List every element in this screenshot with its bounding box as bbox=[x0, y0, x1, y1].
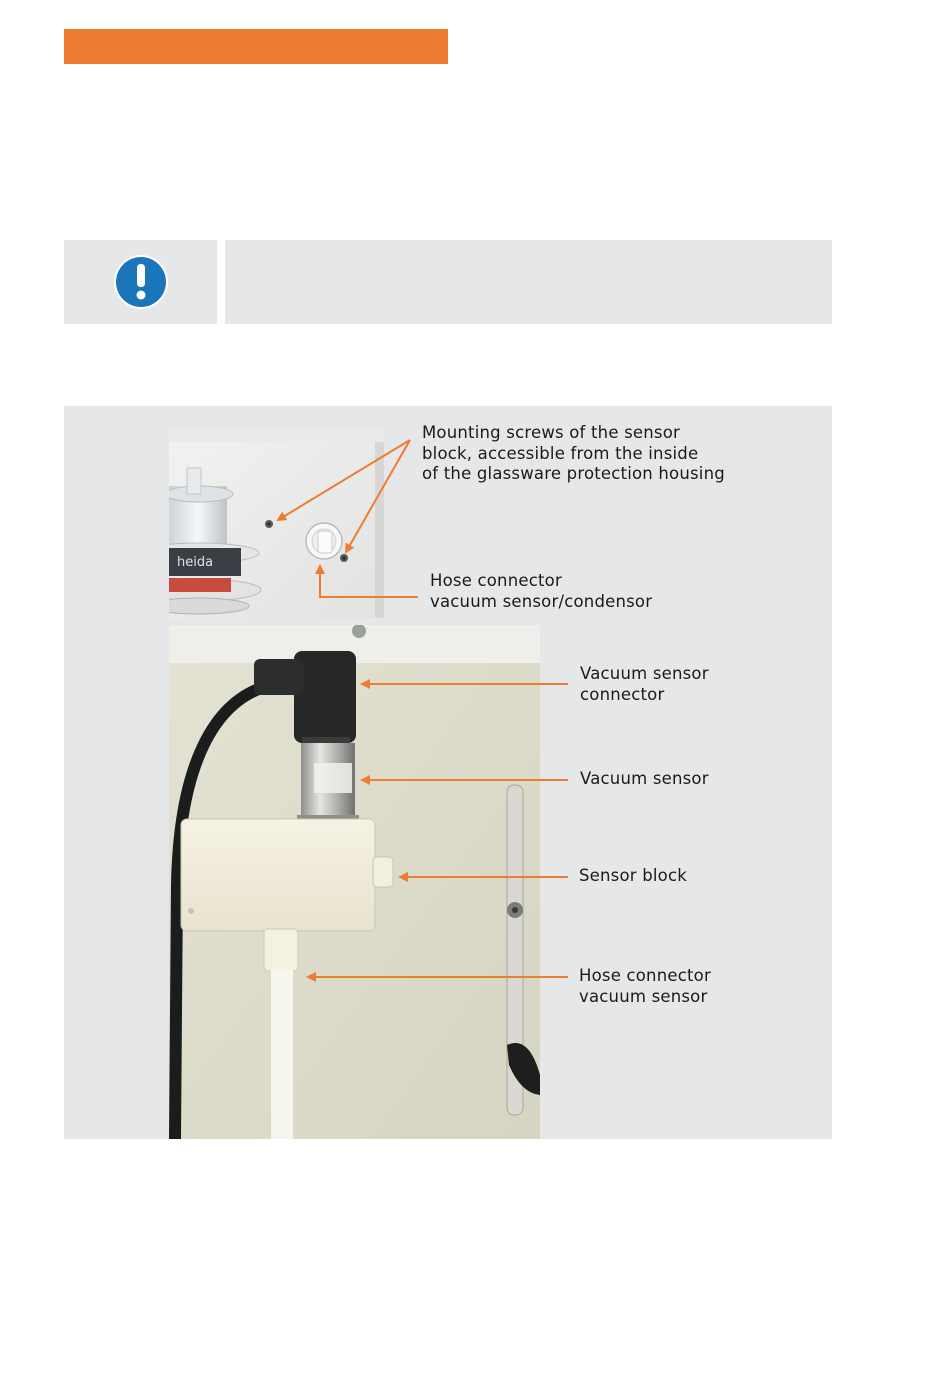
callout-mounting-screws: Mounting screws of the sensor block, accessible from the inside of the glassware protection housing bbox=[422, 423, 725, 483]
callout-vacuum-sensor: Vacuum sensor bbox=[580, 769, 709, 788]
svg-text:heida: heida bbox=[177, 555, 214, 570]
callout-sensor-block: Sensor block bbox=[579, 866, 687, 885]
callout-sensor-connector: Vacuum sensor connector bbox=[580, 664, 709, 704]
callout-hose-condensor: Hose connector vacuum sensor/condensor bbox=[430, 571, 653, 611]
callout-hose-sensor: Hose connector vacuum sensor bbox=[579, 966, 711, 1006]
